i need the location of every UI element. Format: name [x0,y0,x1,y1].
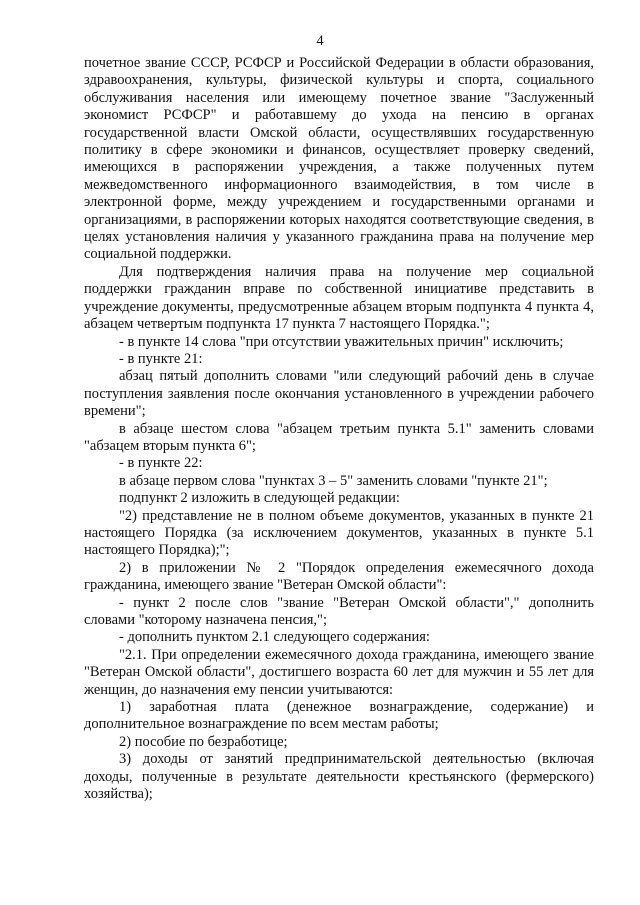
paragraph: абзац пятый дополнить словами "или следующий рабочий день в случае поступления заявления после окончания установленного в учреждении рабочего времени"; [84,368,594,420]
paragraph: Для подтверждения наличия права на получение мер социальной поддержки гражданин вправе по собственной инициативе представить в учреждение документы, предусмотренные абзацем вторым подпункта 4 пункта 4, абзацем четвертым подпункта 17 пункта 7 настоящего Порядка."; [84,263,594,333]
paragraph: - в пункте 14 слова "при отсутствии уважительных причин" исключить; [119,333,564,350]
paragraph: - пункт 2 после слов "звание "Ветеран Омской области"," дополнить словами "которому назначена пенсия,"; [84,594,594,628]
paragraph: - в пункте 22: [119,455,203,472]
page-number: 4 [316,33,324,49]
paragraph: 2) пособие по безработице; [119,733,288,750]
paragraph: подпункт 2 изложить в следующей редакции: [119,490,400,507]
paragraph: 2) в приложении № 2 "Порядок определения ежемесячного дохода гражданина, имеющего звание "Ветеран Омской области": [84,559,594,594]
paragraph: 3) доходы от занятий предпринимательской деятельностью (включая доходы, полученные в результате деятельности крестьянского (фермерского) хозяйства); [84,751,594,803]
paragraph: в абзаце первом слова "пунктах 3 – 5" заменить словами "пункте 21"; [119,472,548,489]
paragraph: "2.1. При определении ежемесячного дохода гражданина, имеющего звание "Ветеран Омской области", достигшего возраста 60 лет для мужчин и 55 лет для женщин, до назначения ему пенсии учитываются: [84,646,594,698]
paragraph: 1) заработная плата (денежное вознаграждение, содержание) и дополнительное вознаграждение по всем местам работы; [84,699,594,733]
paragraph: в абзаце шестом слова "абзацем третьим пункта 5.1" заменить словами "абзацем вторым пункта 6"; [84,420,594,454]
paragraph: - в пункте 21: [119,350,203,367]
paragraph: "2) представление не в полном объеме документов, указанных в пункте 21 настоящего Порядка (за исключением документов, указанных в пункте 5.1 настоящего Порядка);"; [84,507,594,559]
document-body [84,55,594,803]
paragraph: - дополнить пунктом 2.1 следующего содержания: [119,629,430,646]
paragraph: почетное звание СССР, РСФСР и Российской Федерации в области образования, здравоохранения, культуры, физической культуры и спорта, социального обслуживания населения или имеющему почетное звание "Заслуженный экономист РСФСР" и работавшему до ухода на пенсию в органах государственной власти Омской области, осуществлявших государственную политику в сфере экономики и финансов, осуществляет проверку сведений, имеющихся в распоряжении учреждения, а также полученных путем межведомственного информационного взаимодействия, в том числе в электронной форме, между учреждением и государственными органами и организациями, в распоряжении которых находятся соответствующие сведения, в целях установления наличия у указанного гражданина права на получение мер социальной поддержки. [84,55,594,263]
